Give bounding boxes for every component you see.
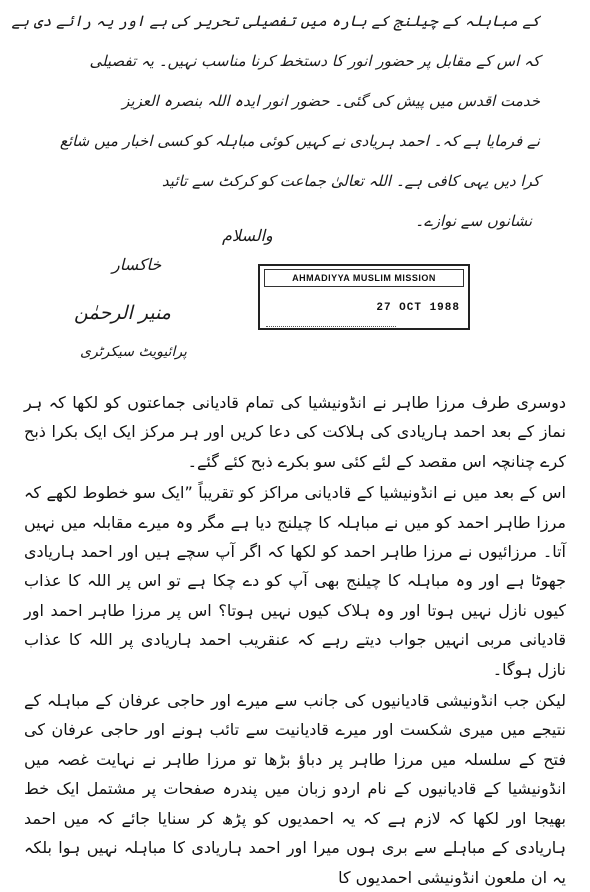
stamp-org: AHMADIYYA MUSLIM MISSION bbox=[264, 269, 464, 287]
signer-title: پرائیویٹ سیکرٹری bbox=[80, 344, 187, 360]
letter-line: نشانوں سے نوازے۔ bbox=[415, 212, 532, 230]
signer-name: منیر الرحمٰن bbox=[74, 302, 171, 324]
letter-line: نے فرمایا ہے کہ۔ احمد ہریادی نے کہیں کوئی مباہلہ کو کسی اخبار میں شائع bbox=[59, 132, 540, 150]
letter-line: کرا دیں یہی کافی ہے۔ اللہ تعالیٰ جماعت کو کرکٹ سے تائید bbox=[161, 172, 540, 190]
mission-stamp bbox=[258, 264, 470, 330]
letter-line: کہ اس کے مقابل پر حضور انور کا دستخط کرنا مناسب نہیں۔ یہ تفصیلی bbox=[89, 52, 540, 70]
letter-closing: والسلام bbox=[222, 226, 273, 245]
paragraph: دوسری طرف مرزا طاہر نے انڈونیشیا کی تمام قادیانی جماعتوں کو لکھا کہ ہر نماز کے بعد احمد ہاریادی کی ہلاکت کی دعا کریں اور ہر مرکز ایک ایک بکرا ذبح کرے چنانچہ اس مقصد کے لئے کئی سو بکرے ذبح کئے گئے۔ bbox=[24, 393, 566, 471]
body-text bbox=[24, 388, 566, 892]
letter-line: کے مباہلہ کے چیلنج کے بارہ میں تفصیلی تحریر کی ہے اور یہ رائے دی ہے bbox=[11, 12, 540, 30]
handwritten-letter bbox=[11, 0, 540, 250]
letter-line: خدمت اقدس میں پیش کی گئی۔ حضور انور ایدہ اللہ بنصرہ العزیز bbox=[122, 92, 540, 110]
paragraph: لیکن جب انڈونیشی قادیانیوں کی جانب سے میرے اور حاجی عرفان کے مباہلہ کے نتیجے میں میری شکست اور میرے قادیانیت سے تائب ہونے اور حاجی عرفان کی فتح کے سلسلہ میں مرزا طاہر پر دباؤ بڑھا تو مرزا طاہر نے نہایت غصہ میں انڈونیشیا کے قادیانیوں کے نام اردو زبان میں پندرہ صفحات پر مشتمل ایک خط بھیجا اور لکھا کہ لازم ہے کہ یہ احمدیوں کو پڑھ کر سنایا جائے کہ میں احمد ہاریادی کے مباہلے سے بری ہوں میرا اور احمد ہاریادی کا مباہلہ نہیں ہوا بلکہ یہ ان ملعون انڈونیشی احمدیوں کا bbox=[24, 691, 566, 887]
paragraph: اس کے بعد میں نے انڈونیشیا کے قادیانی مراکز کو تقریباً ”ایک سو خطوط لکھے کہ مرزا طاہر احمد کو میں نے مباہلہ کا چیلنج دیا ہے مگر وہ میرے مقابلہ میں نہیں آتا۔ مرزائیوں نے مرزا طاہر احمد کو لکھا کہ اگر آپ سچے ہیں اور احمد ہاریادی جھوٹا ہے اور وہ مباہلہ کا چیلنج بھی آپ کو دے چکا ہے تو اس پر اللہ کا عذاب کیوں نازل نہیں ہوتا اور وہ ہلاک کیوں نہیں ہوتا؟ اس پر مرزا طاہر احمد اور قادیانی مربی انہیں جواب دیتے رہے کہ عنقریب احمد ہاریادی پر اللہ کا عذاب نازل ہوگا۔ bbox=[24, 483, 566, 679]
letter-signature: خاکسار bbox=[112, 255, 162, 274]
stamp-date: 27 OCT 1988 bbox=[376, 302, 460, 314]
